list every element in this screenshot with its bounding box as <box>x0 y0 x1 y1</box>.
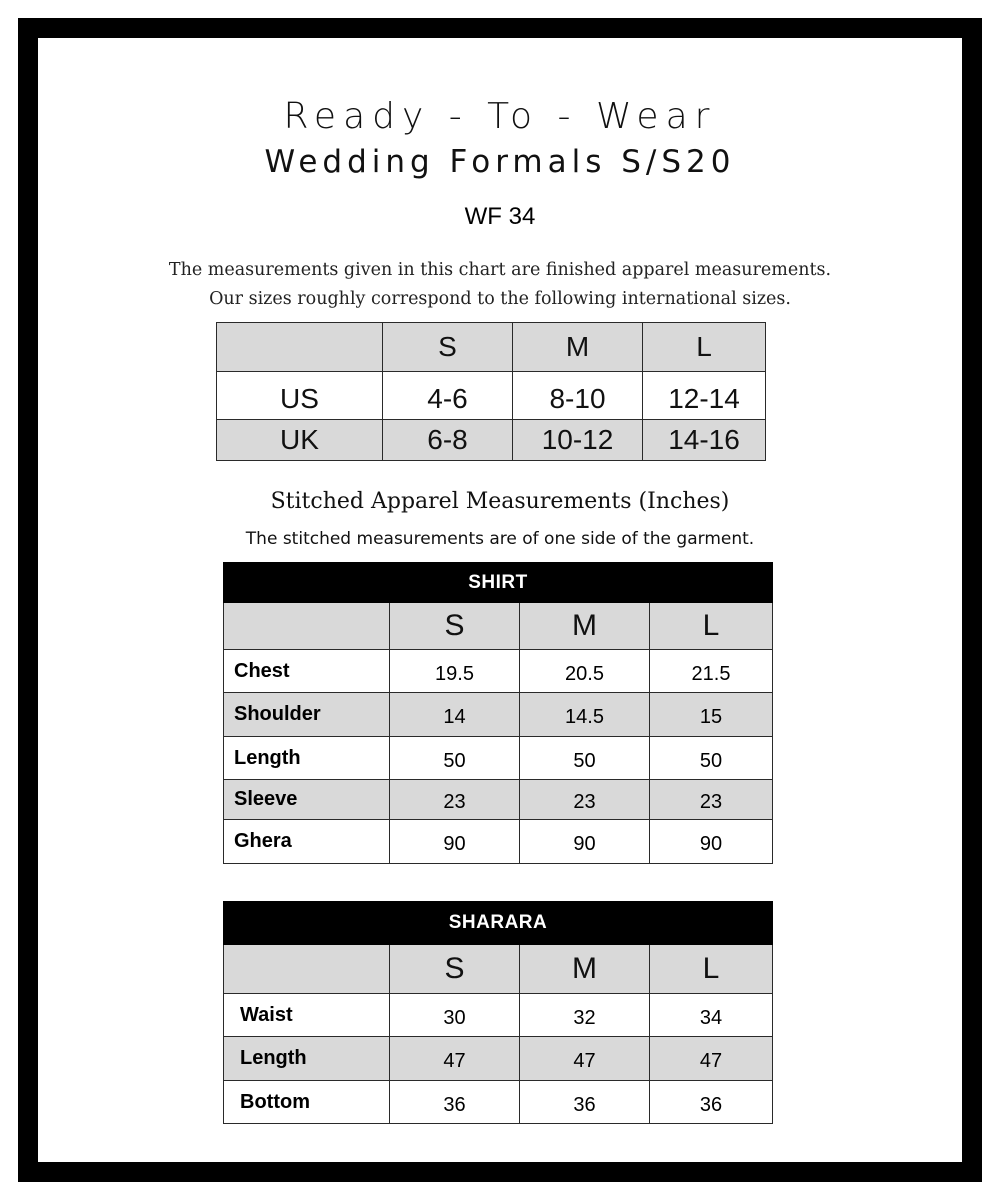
sharara-title-row <box>224 902 773 945</box>
table-row <box>224 994 773 1037</box>
shirt-size-header-row <box>224 603 773 650</box>
sharara-cell: 32 <box>520 994 650 1037</box>
sharara-cell: 36 <box>390 1081 520 1124</box>
table-row <box>224 1037 773 1081</box>
shirt-cell: 14 <box>390 693 520 737</box>
shirt-cell: 19.5 <box>390 650 520 693</box>
shirt-cell: 20.5 <box>520 650 650 693</box>
intl-cell: 14-16 <box>643 420 766 461</box>
shirt-cell: 90 <box>520 820 650 864</box>
intl-cell: 12-14 <box>643 372 766 420</box>
shirt-table-title: SHIRT <box>224 563 773 603</box>
intl-row-label: US <box>217 372 383 420</box>
intl-col-header: M <box>513 323 643 372</box>
intro-line-1: The measurements given in this chart are finished apparel measurements. <box>168 260 832 280</box>
title-line-1: Ready - To - Wear <box>283 96 717 137</box>
shirt-measurement-table <box>223 562 773 864</box>
sharara-row-label: Waist <box>224 994 390 1037</box>
shirt-cell: 14.5 <box>520 693 650 737</box>
sharara-col-header: M <box>520 945 650 994</box>
shirt-cell: 15 <box>650 693 773 737</box>
table-row <box>224 1081 773 1124</box>
product-code: WF 34 <box>464 203 536 230</box>
sharara-col-header: S <box>390 945 520 994</box>
shirt-cell: 23 <box>390 780 520 820</box>
shirt-col-header: S <box>390 603 520 650</box>
intl-col-header: S <box>383 323 513 372</box>
shirt-row-label: Ghera <box>224 820 390 864</box>
shirt-col-header: M <box>520 603 650 650</box>
table-row <box>224 737 773 780</box>
intl-row-uk <box>217 420 766 461</box>
international-size-table <box>216 322 766 461</box>
intl-row-label: UK <box>217 420 383 461</box>
sharara-col-header: L <box>650 945 773 994</box>
intro-line-2: Our sizes roughly correspond to the following international sizes. <box>209 289 791 309</box>
shirt-row-label: Shoulder <box>224 693 390 737</box>
shirt-cell: 21.5 <box>650 650 773 693</box>
sharara-cell: 47 <box>650 1037 773 1081</box>
sharara-size-header-row <box>224 945 773 994</box>
sharara-cell: 47 <box>520 1037 650 1081</box>
shirt-cell: 50 <box>650 737 773 780</box>
stitched-section-title: Stitched Apparel Measurements (Inches) <box>270 489 730 514</box>
intl-col-header: L <box>643 323 766 372</box>
shirt-cell: 23 <box>650 780 773 820</box>
sharara-row-label: Length <box>224 1037 390 1081</box>
shirt-row-label: Sleeve <box>224 780 390 820</box>
intro-text <box>0 256 1000 314</box>
intl-cell: 10-12 <box>513 420 643 461</box>
sharara-cell: 36 <box>520 1081 650 1124</box>
table-row <box>224 693 773 737</box>
sharara-cell: 34 <box>650 994 773 1037</box>
intl-cell: 4-6 <box>383 372 513 420</box>
sharara-cell: 47 <box>390 1037 520 1081</box>
intl-cell: 8-10 <box>513 372 643 420</box>
shirt-corner-cell <box>224 603 390 650</box>
intl-row-us <box>217 372 766 420</box>
intl-header-row <box>217 323 766 372</box>
shirt-row-label: Chest <box>224 650 390 693</box>
sharara-corner-cell <box>224 945 390 994</box>
stitched-section-subtitle: The stitched measurements are of one side of the garment. <box>245 529 755 549</box>
table-row <box>224 780 773 820</box>
shirt-row-label: Length <box>224 737 390 780</box>
intl-cell: 6-8 <box>383 420 513 461</box>
shirt-col-header: L <box>650 603 773 650</box>
table-row <box>224 650 773 693</box>
shirt-title-row <box>224 563 773 603</box>
title-line-2: Wedding Formals S/S20 <box>264 144 736 180</box>
shirt-cell: 90 <box>390 820 520 864</box>
shirt-cell: 50 <box>520 737 650 780</box>
sharara-table-title: SHARARA <box>224 902 773 945</box>
table-row <box>224 820 773 864</box>
sharara-row-label: Bottom <box>224 1081 390 1124</box>
shirt-cell: 50 <box>390 737 520 780</box>
intl-corner-cell <box>217 323 383 372</box>
sharara-measurement-table <box>223 901 773 1124</box>
sharara-cell: 30 <box>390 994 520 1037</box>
shirt-cell: 90 <box>650 820 773 864</box>
shirt-cell: 23 <box>520 780 650 820</box>
sharara-cell: 36 <box>650 1081 773 1124</box>
